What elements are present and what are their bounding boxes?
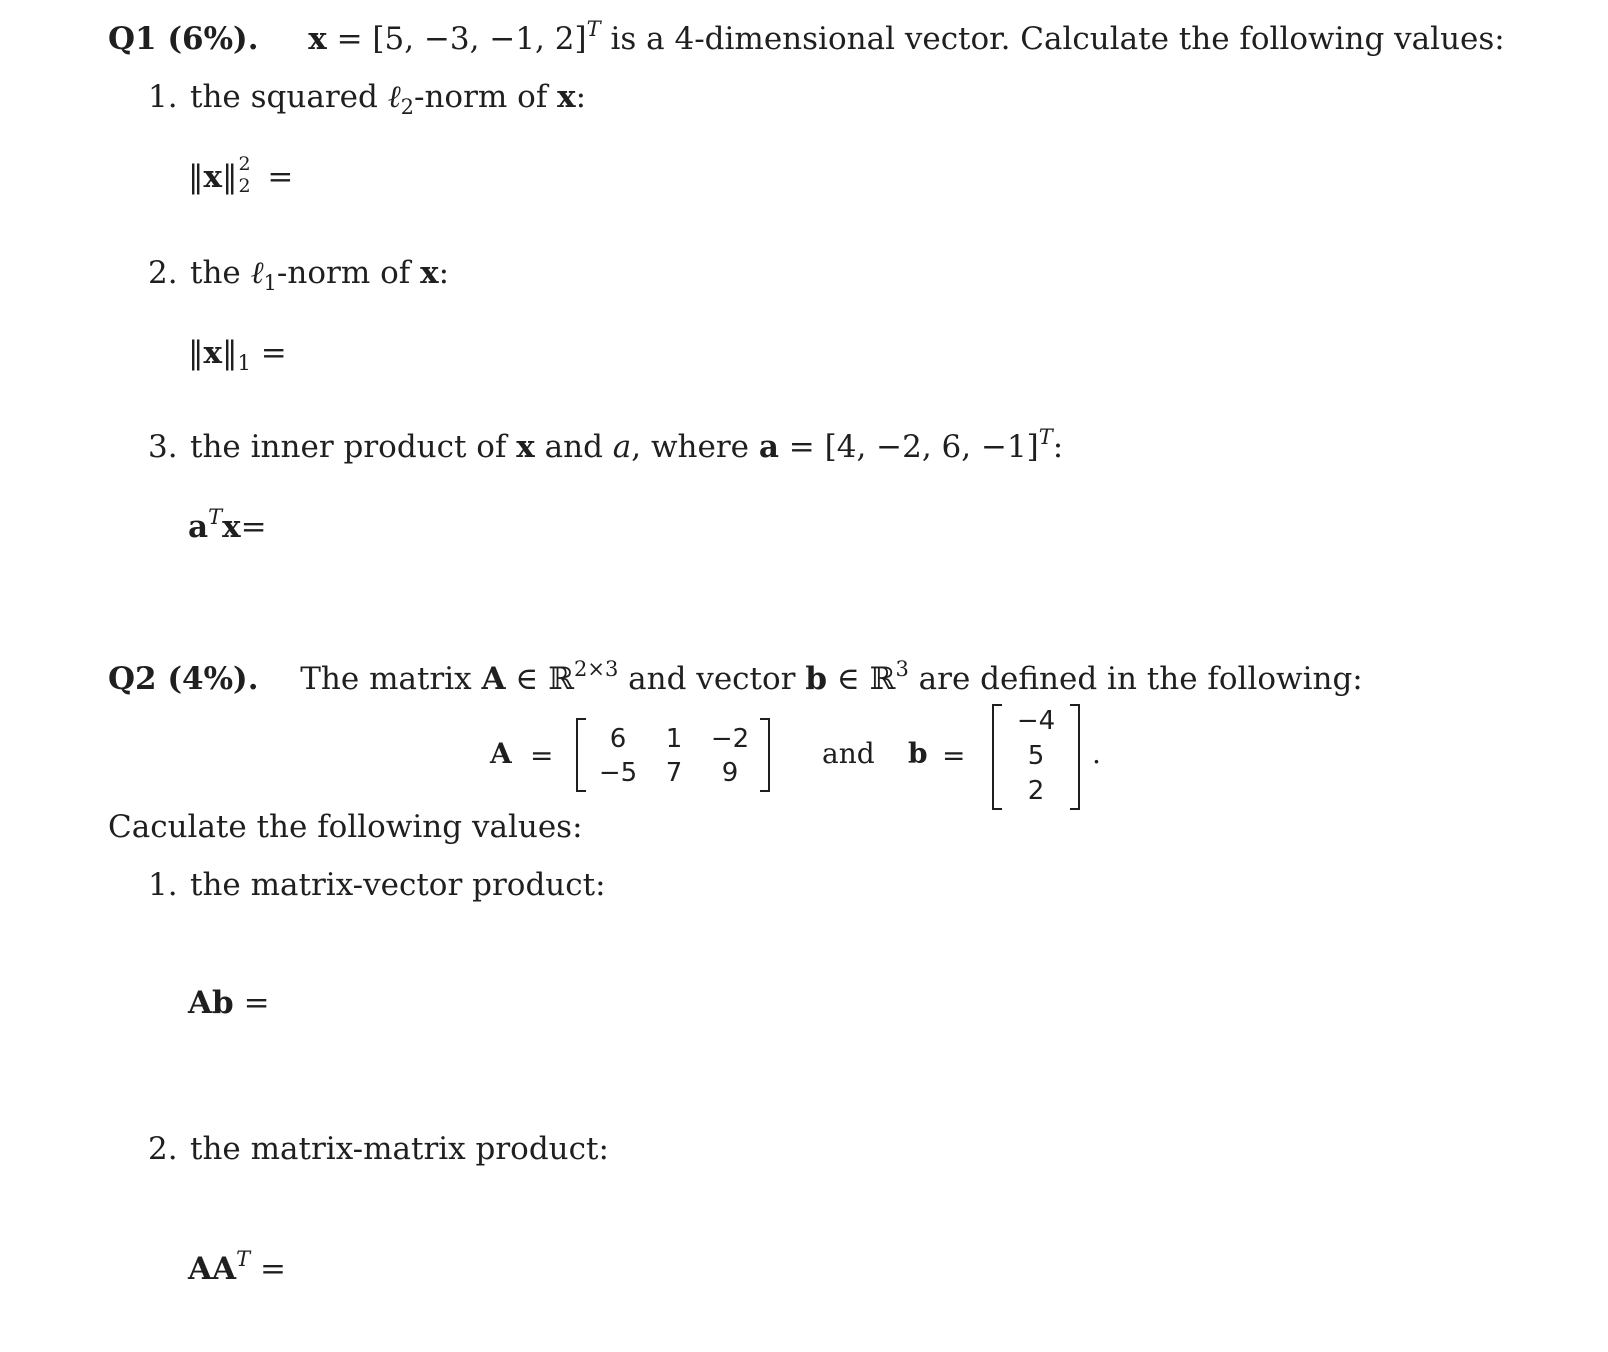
q2-dim-1: 2×3 xyxy=(573,657,619,681)
q2-answer-2 xyxy=(188,1247,286,1287)
norm-var: x xyxy=(203,159,222,195)
q1-item-3-number: 3. xyxy=(148,429,178,465)
vector-b xyxy=(992,704,1080,808)
vector-cell: 2 xyxy=(1027,776,1045,806)
matmat-lhs: AA xyxy=(188,1251,237,1287)
q1-item-3 xyxy=(148,425,1064,465)
q1-vector-def: = [5, −3, −1, 2] xyxy=(336,21,587,57)
eq-b-label: b xyxy=(908,737,928,770)
matrix-cell: −5 xyxy=(598,758,638,788)
q2-item-2 xyxy=(148,1131,609,1167)
q1-item-1-var: x xyxy=(557,79,576,115)
q2-vector-name: b xyxy=(805,661,828,697)
q1-item-3-colon: : xyxy=(1052,429,1064,465)
q1-item-2-var: x xyxy=(420,255,439,291)
q2-header xyxy=(108,657,1363,697)
q1-item-1-colon: : xyxy=(575,79,587,115)
q2-answer-1 xyxy=(188,985,270,1021)
norm-var: x xyxy=(203,335,222,371)
q1-item-3-var-a: a xyxy=(612,429,632,465)
matrix-A xyxy=(576,718,770,790)
vector-cell: −4 xyxy=(1016,706,1056,736)
q1-header xyxy=(108,17,1505,57)
q1-answer-3 xyxy=(188,505,267,545)
norm-sup: 2 xyxy=(238,153,251,175)
equals-sign: = xyxy=(240,509,267,545)
equals-sign: = xyxy=(243,985,270,1021)
q1-item-3-mid: and xyxy=(534,429,613,465)
q1-item-3-transpose: T xyxy=(1038,425,1053,449)
eq-b-sign: = xyxy=(942,739,966,772)
q1-item-3-where: , where xyxy=(631,429,759,465)
norm-sub: 1 xyxy=(237,351,251,375)
equals-sign: = xyxy=(259,1251,286,1287)
q2-label: Q2 (4%). xyxy=(108,661,259,697)
q1-answer-2 xyxy=(188,335,287,375)
q2-mid: and vector xyxy=(618,661,806,697)
q1-item-2-number: 2. xyxy=(148,255,178,291)
q1-item-3-text: the inner product of xyxy=(190,429,517,465)
q1-item-1-number: 1. xyxy=(148,79,178,115)
vector-b-left-bracket xyxy=(992,704,1002,810)
norm-close: ‖ xyxy=(221,335,238,371)
eq-and: and xyxy=(822,737,875,770)
q1-item-1-text: the squared xyxy=(190,79,388,115)
q1-item-2-colon: : xyxy=(438,255,450,291)
q2-item-1 xyxy=(148,867,606,903)
matmat-transpose: T xyxy=(236,1247,251,1271)
norm-open: ‖ xyxy=(188,159,204,195)
q2-intro-post: are defined in the following: xyxy=(908,661,1363,697)
matrix-cell: 6 xyxy=(609,724,627,754)
q1-item-3-var-a-bold: a xyxy=(758,429,779,465)
q2-item-2-text: the matrix-matrix product: xyxy=(190,1131,609,1167)
q2-in-1: ∈ ℝ xyxy=(505,661,574,697)
q2-matrix-name: A xyxy=(481,661,506,697)
q2-intro-pre: The matrix xyxy=(300,661,482,697)
ell-subscript: 2 xyxy=(400,95,414,119)
inner-var-x: x xyxy=(222,509,241,545)
q2-calc-line: Caculate the following values: xyxy=(108,809,583,845)
q2-item-1-text: the matrix-vector product: xyxy=(190,867,606,903)
inner-var-a: a xyxy=(188,509,209,545)
q2-in-2: ∈ ℝ xyxy=(827,661,896,697)
q1-item-3-def: = [4, −2, 6, −1] xyxy=(778,429,1039,465)
ell-subscript: 1 xyxy=(263,271,277,295)
q1-intro: is a 4-dimensional vector. Calculate the following values: xyxy=(610,21,1505,57)
q2-item-1-number: 1. xyxy=(148,867,178,903)
q2-dim-2: 3 xyxy=(895,657,909,681)
norm-sub: 2 xyxy=(238,175,251,197)
q1-item-2-text-post: -norm of xyxy=(276,255,421,291)
matrix-cell: 1 xyxy=(665,724,683,754)
q1-answer-1 xyxy=(188,153,294,197)
matrix-cell: 7 xyxy=(665,758,683,788)
matrix-A-right-bracket xyxy=(760,718,770,792)
q1-item-2-text: the xyxy=(190,255,251,291)
q2-item-2-number: 2. xyxy=(148,1131,178,1167)
matrix-cell: −2 xyxy=(710,724,750,754)
vector-b-right-bracket xyxy=(1070,704,1080,810)
matrix-cell: 9 xyxy=(721,758,739,788)
q1-label: Q1 (6%). xyxy=(108,21,259,57)
eq-A-label: A xyxy=(490,737,512,770)
equals-sign: = xyxy=(260,335,287,371)
norm-open: ‖ xyxy=(188,335,204,371)
q1-vector-transpose: T xyxy=(586,17,601,41)
matvec-lhs: Ab xyxy=(188,985,234,1021)
q1-item-1-text-post: -norm of xyxy=(413,79,558,115)
q1-vector-name: x xyxy=(308,21,327,57)
q1-item-2 xyxy=(148,255,450,295)
matrix-A-left-bracket xyxy=(576,718,586,792)
inner-transpose: T xyxy=(208,505,223,529)
ell-symbol: ℓ xyxy=(387,79,401,115)
eq-A-sign: = xyxy=(530,739,554,772)
ell-symbol: ℓ xyxy=(250,255,264,291)
norm-close: ‖ xyxy=(221,159,238,195)
vector-cell: 5 xyxy=(1027,741,1045,771)
equals-sign: = xyxy=(267,159,294,195)
q1-item-1 xyxy=(148,79,587,119)
q1-item-3-var-x: x xyxy=(516,429,535,465)
eq-period: . xyxy=(1092,737,1101,770)
